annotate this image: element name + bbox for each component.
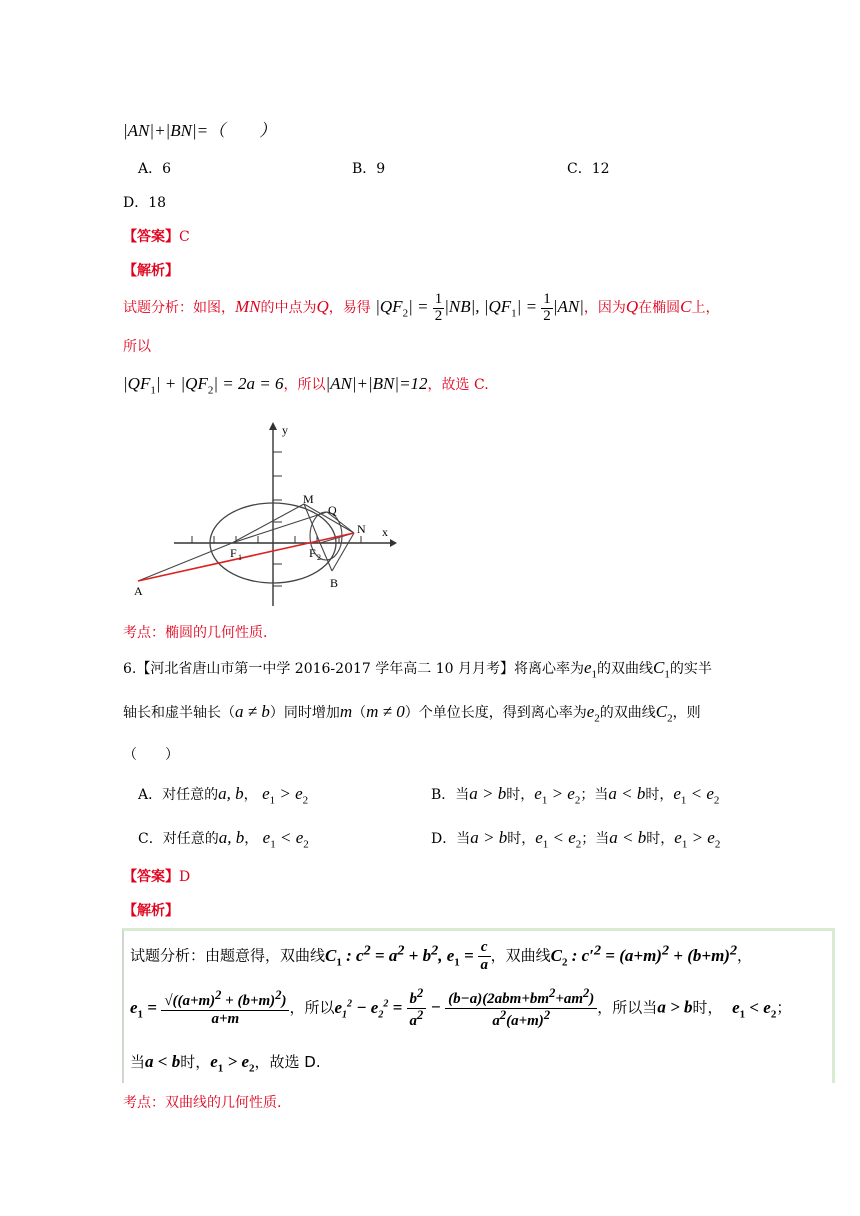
- q6-analysis-box: [122, 928, 835, 1083]
- math-e1-gt-e2: $e_1 > e_2$: [674, 828, 721, 851]
- math-c2: $C_2$: [655, 702, 673, 725]
- label-f1: F: [230, 546, 237, 560]
- answer-label: 【答案】: [123, 869, 179, 885]
- math-result: |AN|+|BN|=12: [325, 374, 428, 393]
- q6-option-b: [431, 784, 719, 806]
- option-text: 时，: [646, 831, 675, 847]
- box-text: ，故选 D.: [254, 1053, 321, 1071]
- math-c-over-a: $\frac{c}{a}$: [478, 939, 491, 973]
- q5-analysis-line3: [123, 374, 489, 396]
- box-text: 当: [130, 1053, 146, 1071]
- box-line1: 试题分析：由题意得，双曲线$C_1$ : $c^2 = a^2 + b^2$, $e_1$ = $\frac{c}{a}$ ，双曲线$C_2$ : $c'^2 = (a+m)^2 + (b+m)^2$，: [130, 939, 753, 973]
- q5-answer: [123, 226, 190, 246]
- q5-option-a: A．6: [138, 161, 172, 177]
- q5-stem-tail: [123, 116, 276, 141]
- q6-answer: [123, 866, 190, 886]
- math-ab: a, b: [218, 784, 244, 803]
- analysis-text: ，故选 C.: [427, 377, 489, 393]
- math-c: C: [680, 297, 692, 317]
- analysis-text: ，因为: [583, 300, 626, 317]
- math-a-lt-b: a < b: [145, 1052, 181, 1071]
- q6-text: （: [352, 705, 367, 721]
- q5-stem-expression: |AN|+|BN|=（ ）: [123, 121, 277, 140]
- q6-text: 轴长和虚半轴长（: [123, 705, 235, 721]
- option-text: 时，: [645, 787, 674, 803]
- math-qf2-nb: $|QF_2|$ = $\frac{1}{2}$ |NB|, $|QF_1|$ = $\frac{1}{2}$ |AN|: [375, 291, 584, 324]
- q6-keypoint: 考点：双曲线的几何性质.: [123, 1095, 282, 1111]
- math-e1sq-minus-e2sq: $e_1^2 - e_2^2$ =: [334, 997, 407, 1020]
- math-a-lt-b: a < b: [609, 828, 647, 847]
- option-text: ；当: [580, 787, 609, 803]
- q6-option-c: C．对任意的a, b， $e_1 < e_2$: [138, 828, 309, 851]
- answer-value: C: [179, 229, 190, 245]
- label-f1-subscript: 1: [238, 553, 242, 562]
- y-axis-arrow-icon: [269, 422, 277, 430]
- q5-analysis-line2: 所以: [123, 339, 151, 355]
- math-e1-lt-e2: $e_1 < e_2$: [535, 828, 582, 851]
- red-line-an: [138, 533, 354, 581]
- math-a-gt-b: a > b: [469, 784, 507, 803]
- analysis-text: 的中点为: [260, 300, 317, 317]
- math-c1: $C_1$: [653, 658, 670, 681]
- analysis-text: ，所以: [283, 377, 326, 393]
- q6-text: ）个单位长度，得到离心率为: [404, 705, 587, 721]
- box-text: ，所以当: [597, 998, 658, 1017]
- box-line3: [130, 1051, 321, 1074]
- math-c2-def: $C_2$ : $c'^2 = (a+m)^2 + (b+m)^2$: [550, 941, 738, 968]
- label-b: B: [330, 576, 339, 590]
- math-a-ne-b: a ≠ b: [235, 702, 270, 721]
- q5-option-c: C．12: [567, 161, 610, 177]
- box-text: 时，: [180, 1053, 211, 1071]
- math-diff-frac: $(b-a)(2abm+bm^2+am^2)$ $a^2(a+m)^2$: [445, 987, 597, 1029]
- option-text: 时，: [506, 787, 535, 803]
- q6-option-d: [431, 828, 720, 850]
- option-text: 时，: [507, 831, 536, 847]
- math-m: m: [339, 702, 353, 721]
- math-e1: $e_1$ =: [130, 997, 162, 1020]
- label-q: Q: [328, 503, 337, 517]
- math-e1-lt-e2: $e_1 < e_2$: [262, 828, 309, 851]
- box-text: ，双曲线: [490, 946, 551, 965]
- q6-source: 6.【河北省唐山市第一中学 2016-2017 学年高二 10 月月考】将离心率为: [123, 661, 584, 677]
- math-a-lt-b: a < b: [608, 784, 646, 803]
- math-e1: $e_1$: [583, 658, 598, 681]
- math-e1-gt-e2: $e_1 > e_2$: [534, 784, 581, 807]
- answer-label: 【答案】: [123, 229, 179, 245]
- analysis-text: ，易得: [328, 300, 371, 317]
- label-n: N: [357, 522, 366, 536]
- option-text: A．对任意的: [138, 787, 219, 803]
- q6-line2: [123, 702, 701, 724]
- label-x: x: [382, 525, 388, 539]
- q6-text: 的双曲线: [599, 705, 656, 721]
- math-mn: MN: [235, 297, 261, 317]
- q5-option-d: D．18: [123, 195, 167, 211]
- q5-analysis-label: 【解析】: [123, 263, 179, 279]
- label-f2-subscript: 2: [317, 553, 321, 562]
- box-text: ，所以: [289, 998, 335, 1017]
- label-y: y: [282, 423, 288, 437]
- q6-text: ）同时增加: [269, 705, 340, 721]
- label-m: M: [303, 492, 314, 506]
- x-axis-arrow-icon: [390, 539, 397, 547]
- q5-analysis-line1: [123, 292, 720, 325]
- math-a-gt-b: a > b: [470, 828, 508, 847]
- math-e1-lt-e2: $e_1 < e_2$: [732, 997, 777, 1020]
- q5-keypoint: 考点：椭圆的几何性质.: [123, 625, 268, 641]
- math-minus: −: [426, 997, 446, 1017]
- q6-text: ，则: [672, 705, 701, 721]
- math-e1-gt-e2: $e_1 > e_2$: [210, 1052, 255, 1075]
- analysis-text: 试题分析：如图，: [123, 300, 235, 317]
- q5-option-b: B．9: [352, 161, 386, 177]
- math-c1-def: $C_1$ : $c^2 = a^2 + b^2$, $e_1$ =: [325, 941, 478, 968]
- math-ab: a, b: [218, 828, 245, 847]
- option-text: B．当: [431, 787, 470, 803]
- math-a-gt-b: a > b: [657, 997, 693, 1017]
- ellipse-diagram: [132, 418, 402, 608]
- q6-analysis-label: 【解析】: [123, 903, 179, 919]
- box-text: 试题分析：由题意得，双曲线: [130, 946, 326, 965]
- analysis-text: 在椭圆: [638, 300, 681, 317]
- q6-line3: （ ）: [123, 747, 179, 763]
- math-q: Q: [625, 297, 639, 317]
- option-text: C．对任意的: [138, 831, 219, 847]
- label-a: A: [134, 584, 143, 598]
- math-e2: $e_2$: [586, 702, 600, 725]
- q6-line1: [123, 658, 712, 680]
- math-m-ne-0: m ≠ 0: [366, 702, 405, 721]
- math-e1-frac: $\frac{√((a+m)^2 + (b+m)^2)}{a+m}$: [161, 989, 289, 1027]
- analysis-text: 上，: [691, 300, 720, 317]
- math-e1-gt-e2: $e_1 > e_2$: [262, 784, 309, 807]
- math-b2-over-a2: $\frac{b^2}{a^2}$: [407, 987, 427, 1029]
- math-e1-lt-e2: $e_1 < e_2$: [673, 784, 720, 807]
- math-sum-qf: $|QF_1| + |QF_2| = 2a = 6$: [123, 374, 284, 397]
- label-f2: F: [309, 546, 316, 560]
- answer-value: D: [179, 869, 191, 885]
- math-q: Q: [316, 297, 329, 317]
- q6-text: 的双曲线: [597, 661, 654, 677]
- box-text: 时，: [692, 998, 723, 1017]
- option-text: ；当: [581, 831, 610, 847]
- q6-text: 的实半: [669, 661, 712, 677]
- q6-option-a: A．对任意的a, b， $e_1 > e_2$: [138, 784, 309, 807]
- option-text: D．当: [431, 831, 471, 847]
- box-line2: $e_1$ = $\frac{√((a+m)^2 + (b+m)^2)}{a+m}$ ，所以$e_1^2 - e_2^2$ = $\frac{b^2}{a^2}$ − $(b-a)(2abm+bm^2+am^2)$ $a^2(a+m)^2$ ，所以当a > b时， $e_1 < e_2$；: [130, 986, 792, 1029]
